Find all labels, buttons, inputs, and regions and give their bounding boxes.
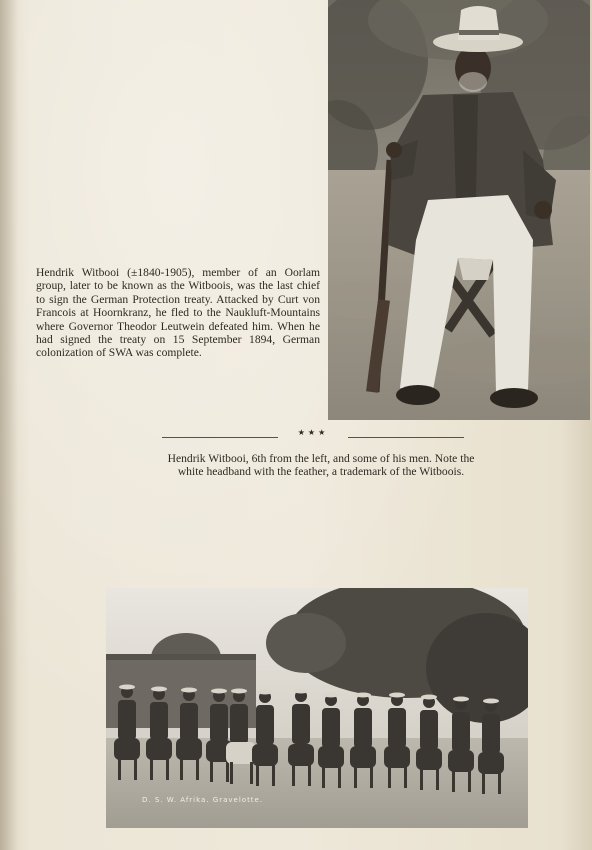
group-photo-caption: Hendrik Witbooi, 6th from the left, and some of his men. Note the white headband with the feather, a trademark of the Witboois. xyxy=(167,452,475,479)
spine-shadow xyxy=(0,0,18,850)
group-photo xyxy=(106,588,528,828)
divider-stars: ★★★ xyxy=(297,428,329,437)
portrait-caption: Hendrik Witbooi (±1840-1905), member of an Oorlam group, later to be known as the Witboois, was the last chief to sign the German Protection treaty. Attacked by Curt von Francois at Hoornkranz, he fled to the Naukluft-Mountains where Governor Theodor Leutwein defeated him. When he had signed the treaty on 15 September 1894, German colonization of SWA was complete. xyxy=(36,266,320,360)
group-illustration xyxy=(106,588,528,828)
section-divider xyxy=(162,428,464,442)
divider-rule-right xyxy=(348,437,464,438)
photo-inscription: D. S. W. Afrika. Gravelotte. xyxy=(142,796,264,804)
portrait-illustration xyxy=(328,0,590,420)
portrait-photo xyxy=(328,0,590,420)
divider-rule-left xyxy=(162,437,278,438)
